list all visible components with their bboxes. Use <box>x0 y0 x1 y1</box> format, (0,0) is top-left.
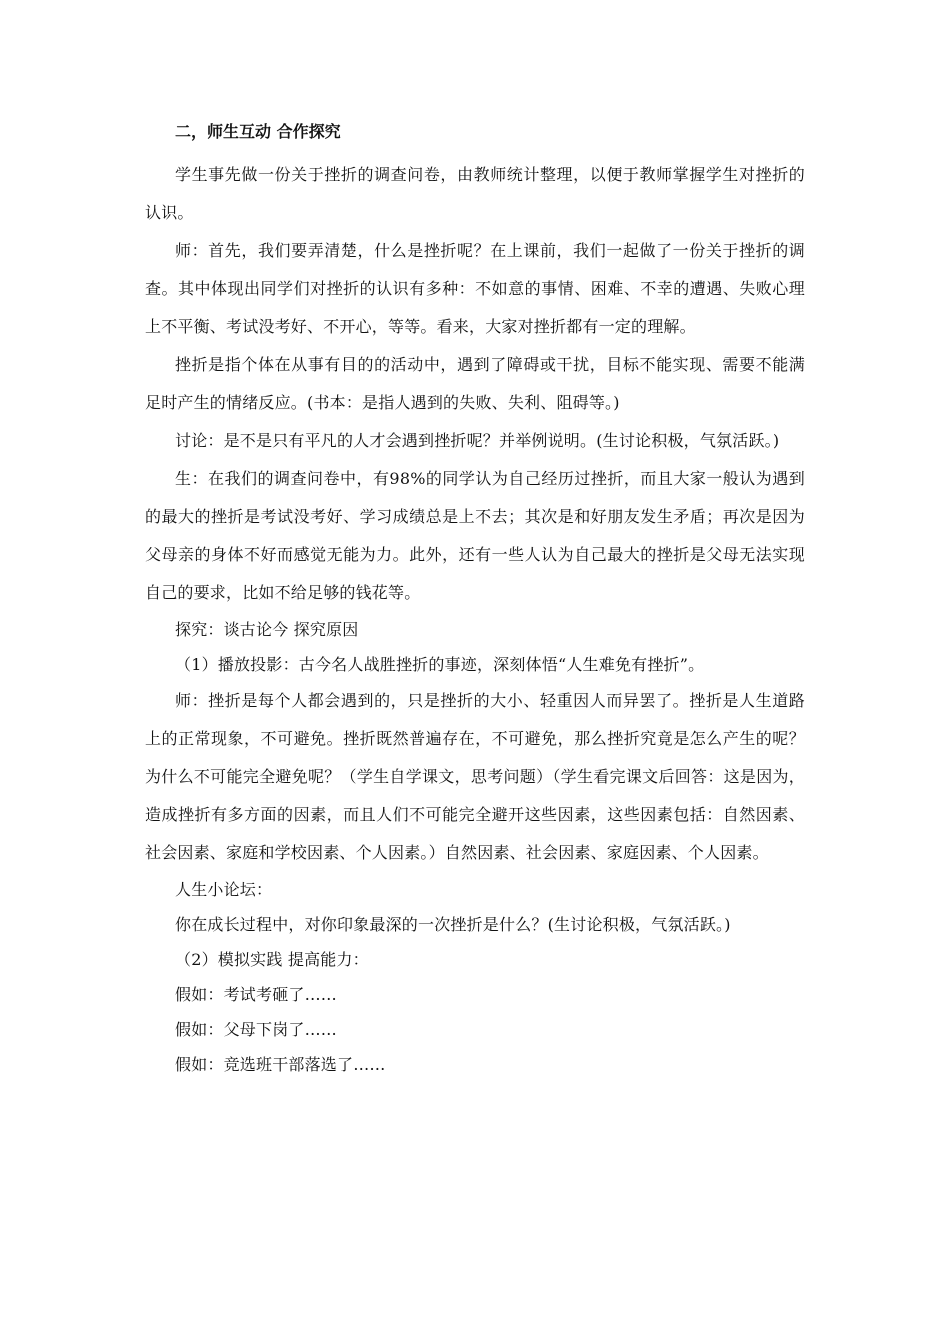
paragraph-survey-intro: 学生事先做一份关于挫折的调查问卷，由教师统计整理，以便于教师掌握学生对挫折的认识。 <box>145 165 805 222</box>
section-title: 二，师生互动 合作探究 <box>175 122 341 141</box>
paragraph-case-exam: 假如：考试考砸了…… <box>175 985 338 1004</box>
paragraph-definition: 挫折是指个体在从事有目的的活动中，遇到了障碍或干扰，目标不能实现、需要不能满足时产生的情绪反应。(书本：是指人遇到的失败、失利、阻碍等。) <box>145 355 805 412</box>
paragraph-teacher-question: 师：首先，我们要弄清楚，什么是挫折呢？在上课前，我们一起做了一份关于挫折的调查。其中体现出同学们对挫折的认识有多种：不如意的事情、困难、不幸的遭遇、失败心理上不平衡、考试没考好、不开心，等等。看来，大家对挫折都有一定的理解。 <box>145 241 805 336</box>
paragraph-projection: （1）播放投影：古今名人战胜挫折的事迹，深刻体悟“人生难免有挫折”。 <box>175 655 705 674</box>
paragraph-forum-question: 你在成长过程中，对你印象最深的一次挫折是什么？(生讨论积极，气氛活跃。) <box>175 915 731 934</box>
paragraph-practice-heading: （2）模拟实践 提高能力： <box>175 950 369 969</box>
paragraph-student-answer: 生：在我们的调查问卷中，有98%的同学认为自己经历过挫折，而且大家一般认为遇到的最大的挫折是考试没考好、学习成绩总是上不去；其次是和好朋友发生矛盾；再次是因为父母亲的身体不好而感觉无能为力。此外，还有一些人认为自己最大的挫折是父母无法实现自己的要求，比如不给足够的钱花等。 <box>145 469 805 602</box>
paragraph-teacher-causes: 师：挫折是每个人都会遇到的，只是挫折的大小、轻重因人而异罢了。挫折是人生道路上的正常现象，不可避免。挫折既然普遍存在，不可避免，那么挫折究竟是怎么产生的呢？为什么不可能完全避免呢？（学生自学课文，思考问题）（学生看完课文后回答：这是因为，造成挫折有多方面的因素，而且人们不可能完全避开这些因素，这些因素包括：自然因素、社会因素、家庭和学校因素、个人因素。）自然因素、社会因素、家庭因素、个人因素。 <box>145 691 805 862</box>
paragraph-case-election: 假如：竞选班干部落选了…… <box>175 1055 386 1074</box>
paragraph-case-parents: 假如：父母下岗了…… <box>175 1020 338 1039</box>
paragraph-forum-heading: 人生小论坛： <box>175 880 273 899</box>
paragraph-explore-heading: 探究：谈古论今 探究原因 <box>175 620 359 639</box>
paragraph-discussion: 讨论：是不是只有平凡的人才会遇到挫折呢？并举例说明。(生讨论积极，气氛活跃。) <box>175 431 780 450</box>
